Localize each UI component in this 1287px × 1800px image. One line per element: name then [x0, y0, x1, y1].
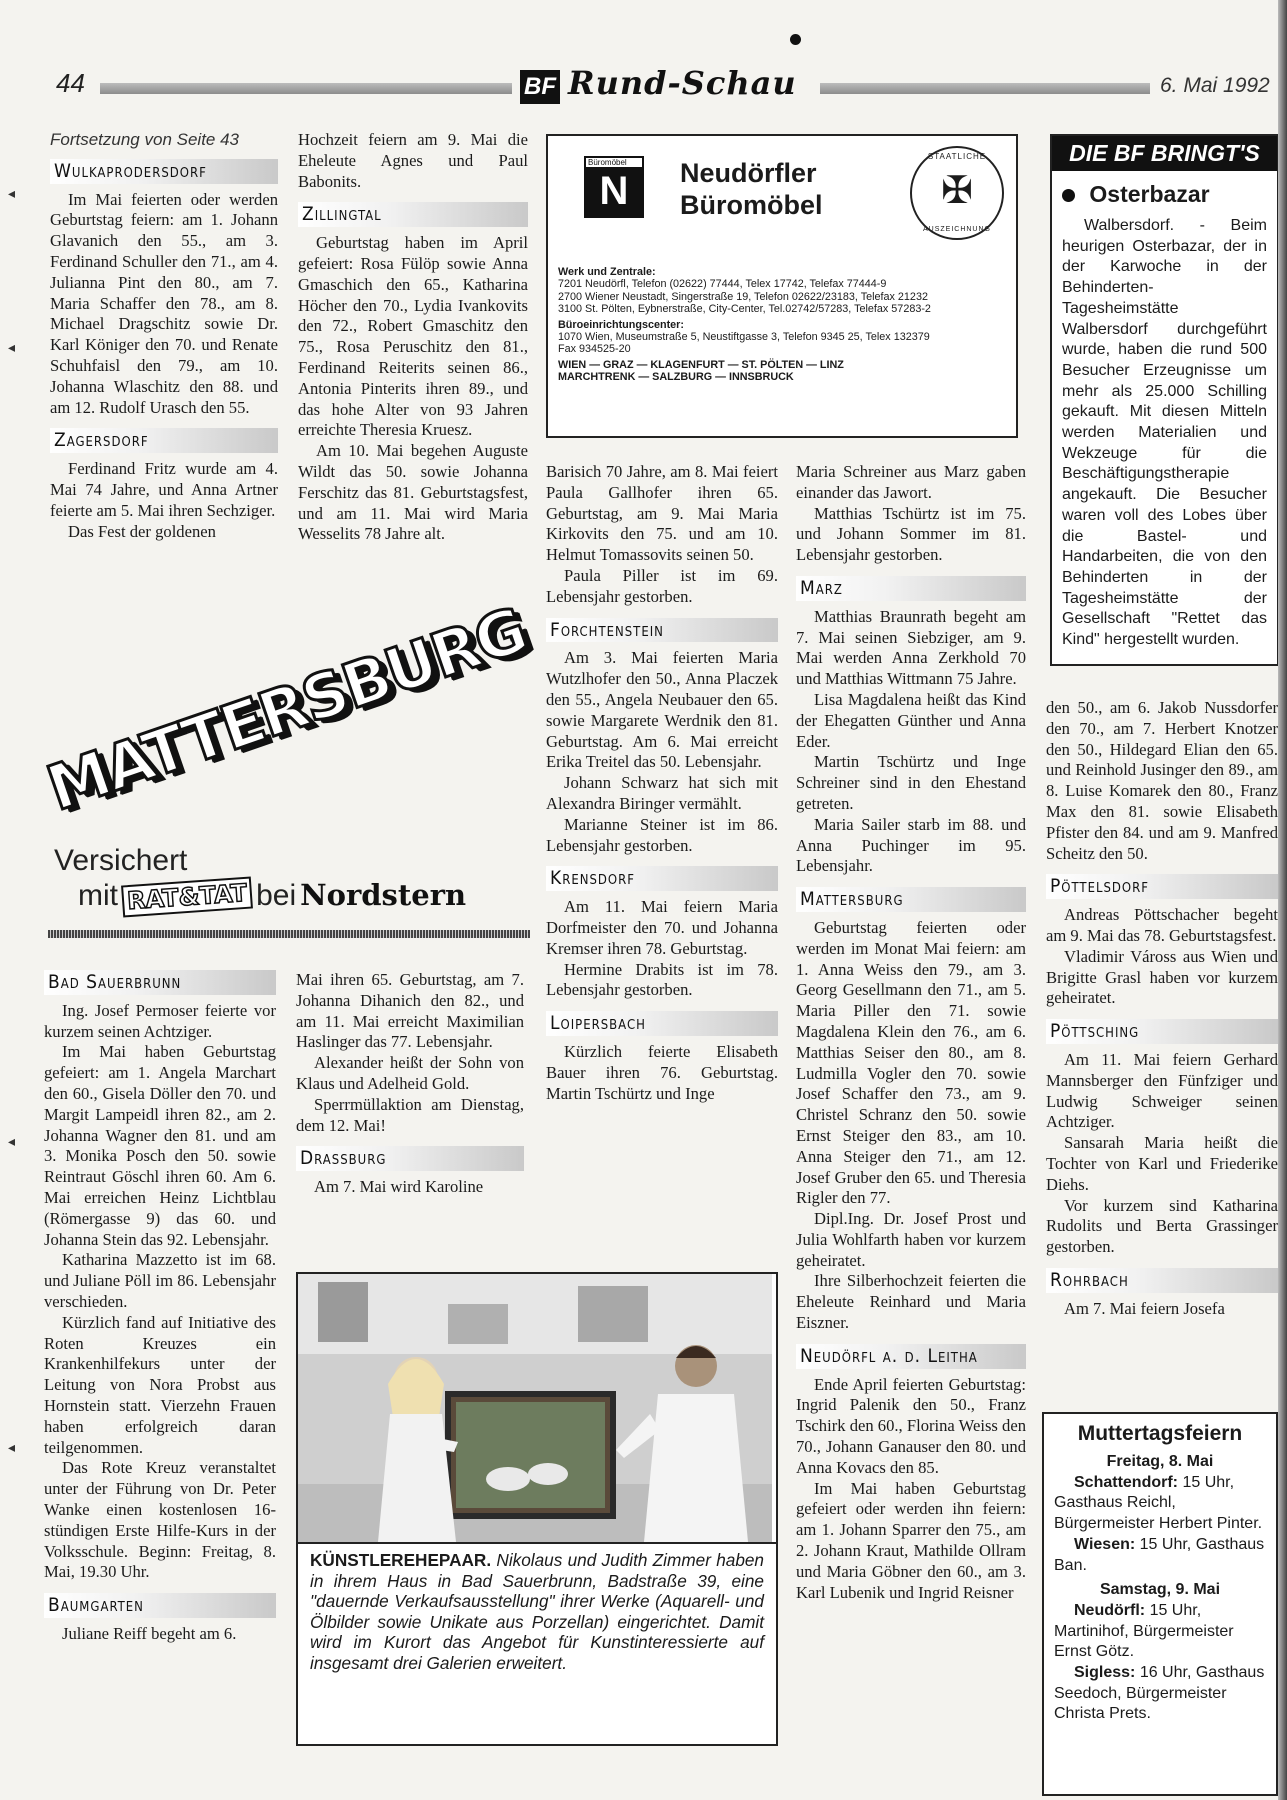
muttertag-title: Muttertagsfeiern [1077, 1422, 1243, 1445]
sidebar-text: Walbersdorf. - Beim heurigen Osterbazar, der in der Karwoche in der Behinderten-Tagesheimstätte Walbersdorf durchgeführt wurde, haben die rund 500 Besucher Erzeugnisse um mehr als 25.000 Schilling gekauft. Mit diesen Mitteln werden Materialien und Wekzeuge für die Beschäftigungstherapie angekauft. Die Besucher waren voll des Lobes über die Bastel- und Handarbeiten, die von den Behinderten in der Tagesheimstätte der Gesellschaft "Rettet das Kind" hergestellt wurden. [1062, 217, 1267, 649]
paragraph: Vladimir Váross aus Wien und Brigitte Grasl haben vor kurzem geheiratet. [1046, 946, 1278, 1008]
buero-ad [546, 134, 1018, 438]
event-entry [1054, 1535, 1266, 1576]
section-title: Neudörfl a. d. Leitha [796, 1344, 1026, 1369]
paragraph: Am 10. Mai begehen Auguste Wildt das 50. sowie Johanna Ferschitz das 81. Geburtstagsfest, und am 11. Mai wird Maria Wesselits 78 Jahre alt. [298, 441, 528, 544]
nordstern-ad [38, 593, 535, 946]
paragraph: Sperrmüllaktion am Dienstag, dem 12. Mai! [296, 1094, 524, 1135]
header-rule-left [100, 83, 512, 94]
sidebar-box [1050, 134, 1279, 666]
rat-tat-logo: RAT&TAT [121, 877, 253, 918]
paragraph: Matthias Tschürtz ist im 75. und Johann Sommer im 81. Lebensjahr gestorben. [796, 503, 1026, 565]
ad-line-1: Versichert [54, 844, 188, 877]
paragraph: Am 7. Mai wird Karoline [314, 1177, 484, 1197]
section-title: Krensdorf [546, 866, 778, 891]
column-4 [796, 462, 1026, 1603]
cities-line: MARCHTRENK — SALZBURG — INNSBRUCK [558, 371, 794, 384]
hq-label: Werk und Zentrale: [558, 266, 656, 278]
paragraph: Ende April feierten Geburtstag: Ingrid Palenik den 50., Franz Tschirk den 60., Florina Weiss den 70., Johann Ganauser den 80. und Anna Kovacs den 85. [796, 1374, 1026, 1477]
dot-mark [790, 34, 801, 45]
ad-line-2 [78, 878, 467, 916]
continuation-note: Fortsetzung von Seite 43 [50, 130, 240, 149]
bullet-icon [1062, 189, 1075, 202]
caption-title: KÜNSTLEREHEPAAR. [310, 1550, 492, 1570]
column-1-bottom [44, 964, 276, 1645]
paragraph: Im Mai haben Geburtstag gefeiert: am 1. Angela Marchart den 60., Gisela Döller den 70. und Margit Lampeidl ihren 82., am 2. Johanna Wagner den 81. und am 3. Monika Posch den 50. sowie Reintraut Göschl ihren 60. Am 6. Mai erreichen Heinz Lichtblau (Römergasse 9) das 60. und Johanna Stein das 92. Lebensjahr. [44, 1042, 276, 1249]
column-2-top [298, 130, 528, 545]
margin-mark: ◂ [8, 1441, 16, 1456]
paragraph: Am 11. Mai feiern Gerhard Mannsberger den Fünfziger und Ludwig Schweiger seinen Achtziger. [1046, 1049, 1278, 1132]
mattersburg-wordmark: MATTERSBURG [38, 593, 535, 825]
event-details: 15 Uhr, Gasthaus Reichl, Bürgermeister Herbert Pinter. [1054, 1473, 1263, 1533]
margin-mark: ◂ [8, 1135, 16, 1150]
cities-line: WIEN — GRAZ — KLAGENFURT — ST. PÖLTEN — LINZ [558, 358, 844, 371]
paragraph: Hermine Drabits ist im 78. Lebensjahr gestorben. [546, 959, 778, 1000]
photo-caption [298, 1542, 776, 1680]
buero-logo-label: Büromöbel [586, 158, 642, 167]
event-entry [1054, 1601, 1266, 1663]
muttertag-body [1044, 1446, 1276, 1731]
paragraph: Dipl.Ing. Dr. Josef Prost und Julia Wohlfarth haben vor kurzem geheiratet. [796, 1209, 1026, 1270]
section-title: Forchtenstein [546, 618, 778, 643]
section-title: Pöttelsdorf [1046, 874, 1278, 899]
paragraph: Martin Tschürtz und Inge Schreiner sind in den Ehestand getreten. [796, 752, 1026, 813]
paragraph: Vor kurzem sind Katharina Rudolits und Berta Grassinger gestorben. [1046, 1195, 1278, 1257]
day-heading: Freitag, 8. Mai [1106, 1453, 1214, 1470]
ad-line-2-pre: mit [78, 879, 118, 912]
ad-line-2-post: bei [256, 879, 297, 912]
section-title: Bad Sauerbrunn [44, 970, 276, 995]
muttertag-box [1042, 1412, 1278, 1796]
paragraph: Ing. Josef Permoser feierte vor kurzem seinen Achtziger. [44, 1000, 276, 1041]
sidebar-body [1052, 171, 1277, 651]
header-rule-right [820, 83, 1150, 94]
event-entry [1054, 1663, 1266, 1725]
paragraph: Geburtstag haben im April gefeiert: Rosa Fülöp sowie Anna Gmaschich den 65., Katharina Höcher den 70., Lydia Ivankovits den 72., Robert Gmaschitz den 75., Rosa Peruschitz den 81., Ferdinand Reiterits seinen 86., Antonia Pinterits ihren 89., und das hohe Alter von 93 Jahren erreichte Theresia Kruesz. [298, 233, 528, 440]
photo-block [296, 1272, 778, 1746]
event-details: 15 Uhr, Martinihof, Bürgermeister Ernst Götz. [1054, 1601, 1234, 1661]
paragraph: Johann Schwarz hat sich mit Alexandra Biringer vermählt. [546, 773, 778, 813]
office-label: Büroeinrichtungscenter: [558, 318, 684, 331]
paragraph: Barisich 70 Jahre, am 8. Mai feiert Paula Gallhofer ihren 65. Geburtstag, am 9. Mai Maria Kirkovits den 75. und am 10. Helmut Tomassovits seinen 50. [546, 462, 778, 565]
event-entry [1054, 1473, 1266, 1535]
sidebar-title: Osterbazar [1089, 181, 1210, 207]
paragraph: den 50., am 6. Jakob Nussdorfer den 70., am 7. Herbert Knotzer den 50., Hildegard Elian den 65. und Reinhold Jusinger den 89., am 8. Luise Komarek den 80., Franz Max den 81. sowie Elisabeth Pfister den 84. und am 9. Manfred Scheitz den 50. [1046, 698, 1278, 863]
paragraph: Das Fest der goldenen [68, 521, 216, 541]
buero-name-1: Neudörfler [680, 158, 817, 188]
day-heading: Samstag, 9. Mai [1099, 1581, 1221, 1599]
hq-line: 3100 St. Pölten, Eybnerstraße, City-Center, Tel.02742/57283, Telefax 57283-2 [558, 303, 931, 316]
paragraph: Paula Piller ist im 69. Lebensjahr gestorben. [546, 565, 778, 606]
margin-mark: ◂ [8, 341, 16, 356]
paragraph: Im Mai feierten oder werden Geburtstag feiern: am 1. Johann Glavanich den 55., am 3. Ferdinand Schuller den 71., am 4. Julianna Pint den 80., am 7. Maria Schaffer den 78., am 8. Michael Dragschitz sowie Dr. Karl Königer den 70. und Renate Schuhfaisl den 79., am 10. Johanna Wlaschitz den 88. und am 12. Rudolf Urasch den 55. [50, 189, 278, 417]
caption-text: Nikolaus und Judith Zimmer haben in ihrem Haus in Bad Sauerbrunn, Badstraße 39, eine "dauernde Verkaufsausstellung" ihrer Werke (Aquarell- und Ölbilder sowie Unikate aus Porzellan) eingerichtet. Damit wird im Kurort das Angebot für Kunstinteressierte auf insgesamt drei Galerien erweitert. [310, 1550, 764, 1673]
sidebar-title-row [1062, 181, 1267, 208]
paragraph: Kürzlich fand auf Initiative des Roten Kreuzes ein Krankenhilfekurs unter der Leitung von Nora Probst aus Hornstein statt. Vierzehn Frauen haben erfolgreich daran teilgenommen. [44, 1312, 276, 1457]
event-place: Neudörfl: [1074, 1601, 1146, 1619]
state-seal [910, 146, 1004, 240]
buero-contacts [558, 266, 1008, 384]
office-line: 1070 Wien, Museumstraße 5, Neustiftgasse 3, Telefon 9345 25, Telex 132379 [558, 331, 930, 344]
office-line: Fax 934525-20 [558, 343, 631, 356]
masthead-title: Rund-Schau [568, 64, 797, 102]
section-title: Rohrbach [1046, 1268, 1278, 1293]
sidebar-header: DIE BF BRINGT'S [1052, 136, 1277, 171]
paragraph: Geburtstag feierten oder werden im Monat Mai feiern: am 1. Anna Weiss den 79., am 3. Georg Gesellmann den 71., am 5. Maria Piller den 71. sowie Magdalena Klein den 76., am 6. Matthias Seiser den 80., am 8. Ludmilla Vogler den 70. sowie Josef Schaffer den 73., am 9. Christel Schranz den 50. sowie Ernst Steiger den 83., am 10. Anna Steiger den 71., am 12. Josef Gruber den 65. und Theresia Rigler den 77. [796, 917, 1026, 1208]
margin-mark: ◂ [8, 187, 16, 202]
buero-name-2: Büromöbel [680, 190, 823, 220]
event-details: 16 Uhr, Gasthaus Seedoch, Bürgermeister Christa Prets. [1054, 1664, 1265, 1723]
eagle-icon: ✠ [941, 170, 973, 212]
event-place: Schattendorf: [1074, 1473, 1178, 1491]
seal-text-top: STAATLICHE [927, 152, 987, 161]
paragraph: Das Rote Kreuz veranstaltet unter der Führung von Dr. Peter Wanke einen kostenlosen 16-stündigen Erste Hilfe-Kurs in der Volksschule. Beginn: Freitag, 8. Mai, 19.30 Uhr. [44, 1458, 276, 1582]
page-number: 44 [56, 68, 85, 98]
paragraph: Am 7. Mai feiern Josefa [1064, 1298, 1225, 1318]
section-title: Loipersbach [546, 1011, 778, 1036]
ad-underline [48, 930, 530, 938]
paragraph: Maria Sailer starb im 88. und Anna Puchinger im 95. Lebensjahr. [796, 814, 1026, 876]
paragraph: Juliane Reiff begeht am 6. [62, 1623, 237, 1643]
section-title: Zagersdorf [50, 428, 278, 453]
paragraph: Kürzlich feierte Elisabeth Bauer ihren 76. Geburtstag. Martin Tschürtz und Inge [546, 1041, 778, 1103]
column-5 [1046, 698, 1278, 1320]
column-1-top [50, 130, 278, 542]
section-title: Marz [796, 576, 1026, 601]
paragraph: Katharina Mazzetto ist im 68. und Juliane Pöll im 86. Lebensjahr verschieden. [44, 1250, 276, 1311]
bf-logo: BF [520, 70, 560, 104]
buero-logo [584, 156, 644, 218]
paragraph: Am 11. Mai feiern Maria Dorfmeister den 70. und Johanna Kremser ihren 78. Geburtstag. [546, 897, 778, 958]
section-title: Wulkaprodersdorf [50, 159, 278, 184]
section-title: Mattersburg [796, 887, 1026, 912]
paragraph: Andreas Pöttschacher begeht am 9. Mai das 78. Geburtstagsfest. [1046, 905, 1278, 945]
paragraph: Marianne Steiner ist im 86. Lebensjahr gestorben. [546, 814, 778, 855]
nordstern-brand: Nordstern [300, 878, 467, 912]
hq-line: 2700 Wiener Neustadt, Singerstraße 19, Telefon 02622/23183, Telefax 21232 [558, 290, 928, 303]
page-header [0, 0, 1287, 110]
paragraph: Mai ihren 65. Geburtstag, am 7. Johanna Dihanich den 82., und am 11. Mai erreicht Maximilian Haslinger das 77. Lebensjahr. [296, 970, 524, 1052]
seal-text-bottom: AUSZEICHNUNG [922, 226, 991, 233]
hq-line: 7201 Neudörfl, Telefon (02622) 77444, Telex 17742, Telefax 77444-9 [558, 278, 887, 291]
section-title: Zillingtal [298, 202, 528, 227]
paragraph: Ihre Silberhochzeit feierten die Eheleute Reinhard und Maria Eiszner. [796, 1271, 1026, 1333]
paragraph: Im Mai haben Geburtstag gefeiert oder werden ihn feiern: am 1. Johann Sparrer den 75., am 2. Johann Kraut, Mathilde Ollram und Maria Göbner den 60., am 3. Karl Lubenik und Ingrid Reisner [796, 1478, 1026, 1602]
section-title: Pöttsching [1046, 1019, 1278, 1044]
column-3-top [546, 462, 778, 1104]
n-icon: N [599, 169, 629, 213]
paragraph: Maria Schreiner aus Marz gaben einander das Jawort. [796, 462, 1026, 502]
event-details: 15 Uhr, Gasthaus Ban. [1054, 1535, 1265, 1574]
event-place: Sigless: [1074, 1664, 1136, 1682]
artist-couple-photo [298, 1274, 772, 1542]
issue-date: 6. Mai 1992 [1160, 74, 1270, 97]
paragraph: Am 3. Mai feierten Maria Wutzlhofer den 50., Anna Placzek den 55., Angela Neubauer den 65. sowie Margarete Werdnik den 81. Geburtstag. Am 6. Mai erreicht Erika Treitel das 50. Lebensjahr. [546, 648, 778, 772]
paragraph: Sansarah Maria heißt die Tochter von Karl und Friederike Diehs. [1046, 1133, 1278, 1194]
paragraph: Ferdinand Fritz wurde am 4. Mai 74 Jahre, und Anna Artner feierte am 5. Mai ihren Sechziger. [50, 459, 278, 520]
section-title: Baumgarten [44, 1593, 276, 1618]
paragraph: Lisa Magdalena heißt das Kind der Ehegatten Günther und Anna Eder. [796, 689, 1026, 751]
paragraph: Alexander heißt der Sohn von Klaus und Adelheid Gold. [296, 1053, 524, 1093]
event-place: Wiesen: [1074, 1535, 1136, 1553]
column-2-bottom [296, 970, 524, 1198]
paragraph: Matthias Braunrath begeht am 7. Mai seinen Siebziger, am 9. Mai werden Anna Zerkhold 70 und Matthias Wittmann 75 Jahre. [796, 606, 1026, 689]
paragraph: Hochzeit feiern am 9. Mai die Eheleute Agnes und Paul Babonits. [298, 130, 528, 191]
right-edge-shadow [1278, 0, 1287, 1800]
section-title: Drassburg [296, 1146, 524, 1171]
